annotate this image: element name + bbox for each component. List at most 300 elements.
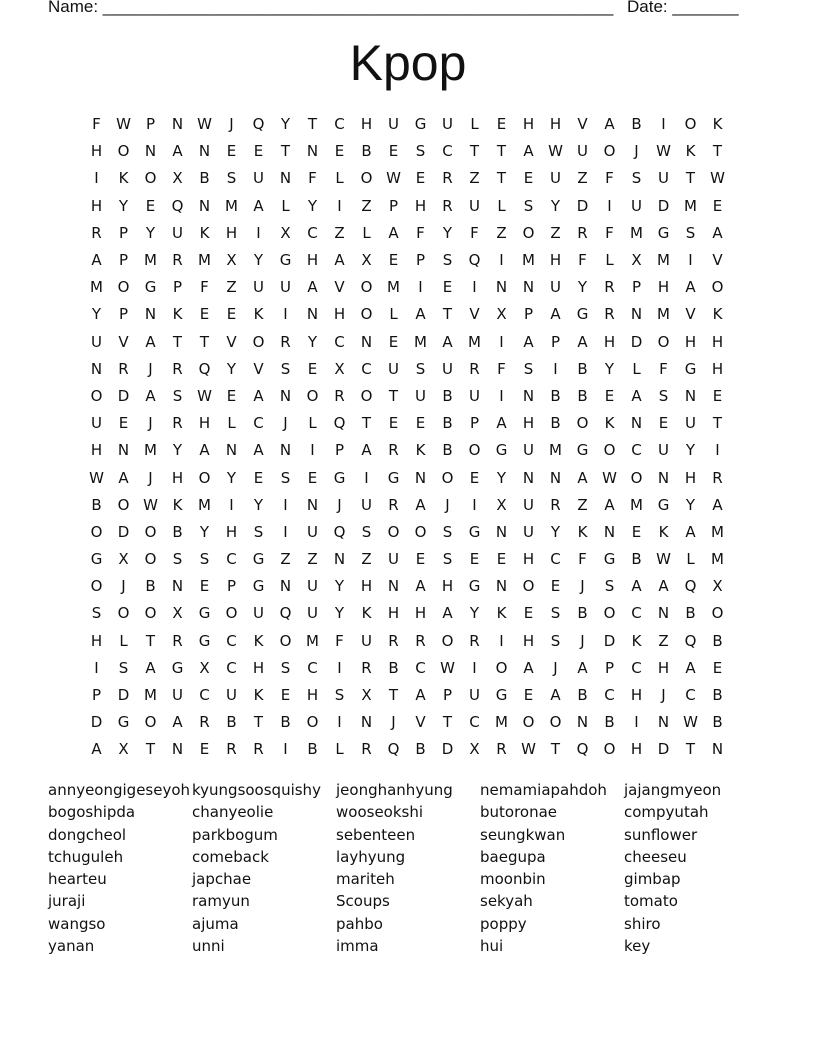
grid-letter: U: [172, 686, 183, 705]
grid-letter: J: [580, 577, 585, 596]
grid-row: [83, 682, 731, 709]
grid-letter: A: [577, 658, 588, 677]
grid-letter: Q: [279, 604, 292, 623]
grid-letter: A: [253, 441, 264, 460]
grid-letter: A: [172, 142, 183, 161]
grid-letter: S: [199, 550, 210, 569]
grid-letter: O: [414, 522, 427, 541]
grid-letter: B: [442, 386, 453, 405]
grid-letter: G: [90, 550, 103, 569]
grid-letter: A: [442, 604, 453, 623]
grid-letter: X: [226, 251, 237, 270]
grid-letter: A: [631, 577, 642, 596]
grid-letter: T: [496, 169, 507, 188]
grid-letter: S: [442, 550, 453, 569]
word-list-item: Scoups: [336, 892, 390, 911]
grid-letter: O: [117, 142, 130, 161]
grid-letter: U: [658, 441, 669, 460]
grid-letter: U: [388, 115, 399, 134]
grid-letter: Y: [577, 278, 588, 297]
grid-letter: T: [145, 631, 156, 650]
grid-letter: A: [334, 251, 345, 270]
grid-letter: F: [605, 223, 614, 242]
grid-letter: O: [711, 278, 724, 297]
grid-letter: Q: [576, 740, 589, 759]
grid-letter: K: [712, 115, 723, 134]
grid-row: [83, 165, 731, 192]
grid-letter: Y: [307, 332, 318, 351]
grid-letter: W: [386, 169, 401, 188]
grid-letter: I: [283, 305, 288, 324]
word-list-item: bogoshipda: [48, 803, 136, 822]
grid-letter: F: [578, 251, 587, 270]
grid-letter: J: [229, 115, 234, 134]
grid-letter: S: [442, 251, 453, 270]
grid-letter: I: [499, 631, 504, 650]
grid-letter: U: [631, 196, 642, 215]
grid-letter: U: [469, 686, 480, 705]
grid-letter: H: [387, 604, 400, 623]
grid-letter: T: [442, 305, 453, 324]
grid-letter: O: [306, 386, 319, 405]
grid-letter: A: [415, 305, 426, 324]
grid-letter: Z: [658, 631, 669, 650]
grid-letter: O: [117, 495, 130, 514]
grid-letter: W: [143, 495, 158, 514]
grid-letter: Z: [280, 550, 291, 569]
grid-letter: R: [496, 740, 507, 759]
grid-letter: T: [280, 142, 291, 161]
grid-letter: A: [685, 658, 696, 677]
grid-letter: T: [388, 686, 399, 705]
grid-letter: U: [253, 604, 264, 623]
grid-letter: E: [523, 604, 534, 623]
grid-letter: E: [253, 142, 264, 161]
grid-letter: R: [442, 169, 453, 188]
grid-letter: B: [712, 686, 723, 705]
grid-letter: R: [388, 441, 399, 460]
grid-letter: E: [145, 196, 156, 215]
word-list-column: [624, 779, 768, 957]
word-list-item: jeonghanhyung: [336, 781, 453, 799]
grid-letter: C: [415, 658, 426, 677]
grid-letter: P: [118, 305, 129, 324]
grid-letter: R: [253, 740, 264, 759]
grid-letter: U: [442, 115, 453, 134]
grid-letter: E: [226, 305, 237, 324]
grid-letter: N: [279, 441, 292, 460]
grid-letter: V: [226, 332, 237, 351]
grid-letter: H: [711, 332, 724, 351]
grid-letter: A: [631, 386, 642, 405]
word-list-item: pahbo: [336, 914, 383, 933]
grid-letter: J: [445, 495, 450, 514]
grid-letter: I: [256, 223, 261, 242]
grid-letter: L: [470, 115, 479, 134]
word-list-item: gimbap: [624, 870, 681, 889]
grid-letter: N: [306, 495, 319, 514]
grid-letter: J: [391, 713, 396, 732]
grid-letter: E: [496, 550, 507, 569]
word-list-item: jajangmyeon: [624, 781, 722, 799]
grid-letter: G: [117, 713, 130, 732]
grid-letter: T: [712, 414, 723, 433]
word-list-item: imma: [336, 937, 379, 956]
grid-letter: X: [334, 359, 345, 378]
grid-letter: B: [577, 359, 588, 378]
grid-letter: A: [496, 414, 507, 433]
grid-letter: A: [145, 658, 156, 677]
grid-letter: E: [199, 577, 210, 596]
grid-letter: T: [712, 142, 723, 161]
grid-letter: B: [631, 115, 642, 134]
grid-letter: H: [522, 631, 535, 650]
grid-letter: A: [523, 142, 534, 161]
grid-letter: B: [577, 604, 588, 623]
grid-letter: G: [387, 468, 400, 487]
grid-letter: O: [603, 142, 616, 161]
grid-letter: X: [496, 495, 507, 514]
grid-letter: Q: [171, 196, 184, 215]
grid-letter: N: [522, 278, 535, 297]
grid-letter: X: [361, 686, 372, 705]
grid-letter: L: [119, 631, 128, 650]
grid-letter: H: [414, 604, 427, 623]
grid-letter: U: [307, 604, 318, 623]
grid-letter: A: [604, 495, 615, 514]
grid-letter: X: [361, 251, 372, 270]
grid-letter: U: [91, 414, 102, 433]
grid-letter: N: [576, 713, 589, 732]
grid-letter: F: [470, 223, 479, 242]
grid-letter: Y: [199, 522, 210, 541]
grid-letter: L: [497, 196, 506, 215]
grid-letter: E: [523, 686, 534, 705]
grid-letter: N: [522, 468, 535, 487]
grid-letter: X: [469, 740, 480, 759]
grid-letter: G: [171, 658, 184, 677]
grid-letter: S: [550, 604, 561, 623]
word-list-item: sekyah: [480, 892, 533, 911]
grid-letter: T: [496, 142, 507, 161]
word-list-column: [192, 779, 336, 957]
word-list-item: sebenteen: [336, 825, 416, 844]
word-list-item: chanyeolie: [192, 803, 274, 822]
word-list-item: dongcheol: [48, 825, 127, 844]
grid-letter: M: [684, 196, 697, 215]
grid-letter: F: [335, 631, 344, 650]
grid-letter: B: [550, 386, 561, 405]
grid-letter: O: [144, 522, 157, 541]
grid-letter: H: [252, 658, 265, 677]
grid-letter: T: [685, 169, 696, 188]
grid-letter: F: [578, 550, 587, 569]
grid-letter: Y: [334, 577, 345, 596]
grid-letter: H: [306, 686, 319, 705]
grid-letter: A: [253, 386, 264, 405]
grid-letter: N: [387, 577, 400, 596]
grid-row: [83, 464, 731, 491]
grid-letter: U: [685, 414, 696, 433]
grid-letter: O: [549, 713, 562, 732]
grid-letter: A: [91, 251, 102, 270]
grid-letter: G: [576, 305, 589, 324]
grid-letter: Y: [550, 522, 561, 541]
header: [48, 0, 748, 19]
grid-letter: O: [576, 414, 589, 433]
grid-letter: Q: [333, 414, 346, 433]
word-list-item: japchae: [192, 870, 252, 889]
grid-letter: U: [253, 278, 264, 297]
grid-letter: E: [415, 414, 426, 433]
word-list-item: hearteu: [48, 870, 107, 889]
grid-letter: N: [171, 115, 184, 134]
grid-letter: E: [550, 577, 561, 596]
grid-letter: Y: [118, 196, 129, 215]
grid-letter: U: [523, 441, 534, 460]
grid-letter: X: [118, 740, 129, 759]
grid-letter: P: [523, 305, 534, 324]
grid-letter: O: [117, 278, 130, 297]
grid-letter: F: [497, 359, 506, 378]
grid-letter: X: [199, 658, 210, 677]
grid-letter: L: [308, 414, 317, 433]
grid-letter: A: [91, 740, 102, 759]
grid-letter: A: [658, 577, 669, 596]
grid-letter: A: [523, 332, 534, 351]
grid-letter: I: [499, 251, 504, 270]
grid-letter: S: [523, 359, 534, 378]
grid-letter: C: [469, 713, 480, 732]
grid-letter: H: [90, 441, 103, 460]
grid-row: [83, 736, 731, 763]
grid-letter: E: [226, 386, 237, 405]
grid-letter: Y: [145, 223, 156, 242]
grid-letter: E: [280, 686, 291, 705]
grid-letter: V: [415, 713, 426, 732]
grid-letter: U: [658, 169, 669, 188]
grid-letter: V: [577, 115, 588, 134]
grid-letter: D: [657, 740, 670, 759]
grid-letter: C: [685, 686, 696, 705]
grid-letter: N: [360, 713, 373, 732]
grid-letter: A: [145, 386, 156, 405]
grid-letter: R: [172, 631, 183, 650]
grid-letter: L: [281, 196, 290, 215]
grid-letter: M: [657, 305, 670, 324]
grid-letter: X: [712, 577, 723, 596]
word-list-item: unni: [192, 937, 225, 956]
grid-letter: F: [92, 115, 101, 134]
grid-letter: H: [225, 223, 238, 242]
grid-letter: O: [360, 278, 373, 297]
grid-letter: O: [684, 115, 697, 134]
grid-letter: Y: [172, 441, 183, 460]
grid-letter: X: [280, 223, 291, 242]
grid-row: [83, 492, 731, 519]
grid-letter: P: [226, 577, 237, 596]
grid-letter: S: [280, 468, 291, 487]
grid-letter: U: [226, 686, 237, 705]
grid-letter: T: [145, 740, 156, 759]
grid-letter: K: [253, 686, 264, 705]
grid-letter: I: [337, 658, 342, 677]
word-list-item: cheeseu: [624, 847, 687, 866]
grid-letter: N: [198, 196, 211, 215]
grid-letter: E: [712, 196, 723, 215]
grid-letter: E: [442, 278, 453, 297]
grid-letter: N: [711, 740, 724, 759]
grid-letter: E: [388, 414, 399, 433]
grid-letter: A: [442, 332, 453, 351]
grid-letter: S: [550, 631, 561, 650]
grid-letter: D: [90, 713, 103, 732]
grid-letter: P: [118, 223, 129, 242]
grid-letter: J: [148, 468, 153, 487]
grid-letter: R: [604, 278, 615, 297]
grid-letter: S: [118, 658, 129, 677]
grid-letter: N: [306, 305, 319, 324]
grid-letter: M: [549, 441, 562, 460]
grid-letter: O: [252, 332, 265, 351]
grid-letter: G: [468, 522, 481, 541]
grid-letter: G: [576, 441, 589, 460]
grid-letter: S: [226, 169, 237, 188]
grid-letter: A: [550, 686, 561, 705]
grid-letter: B: [685, 604, 696, 623]
grid-letter: E: [415, 169, 426, 188]
grid-letter: I: [499, 386, 504, 405]
grid-letter: I: [634, 713, 639, 732]
grid-letter: Q: [684, 577, 697, 596]
grid-letter: P: [118, 251, 129, 270]
grid-letter: B: [442, 441, 453, 460]
grid-letter: C: [631, 658, 642, 677]
grid-letter: K: [199, 223, 210, 242]
grid-letter: K: [631, 631, 642, 650]
grid-letter: B: [631, 550, 642, 569]
grid-letter: H: [684, 468, 697, 487]
grid-letter: J: [337, 495, 342, 514]
grid-letter: N: [225, 441, 238, 460]
grid-row: [83, 356, 731, 383]
grid-letter: C: [226, 658, 237, 677]
date-field-label: Date: _______: [627, 0, 739, 16]
word-list-item: moonbin: [480, 870, 546, 889]
grid-letter: G: [684, 359, 697, 378]
grid-letter: C: [550, 550, 561, 569]
grid-letter: O: [144, 604, 157, 623]
grid-letter: X: [172, 604, 183, 623]
grid-letter: S: [442, 522, 453, 541]
grid-letter: E: [118, 414, 129, 433]
grid-letter: L: [335, 740, 344, 759]
grid-letter: A: [523, 658, 534, 677]
word-list-item: annyeongigeseyoh: [48, 781, 191, 799]
grid-letter: H: [198, 414, 211, 433]
grid-letter: E: [469, 550, 480, 569]
grid-letter: B: [442, 414, 453, 433]
grid-letter: I: [283, 522, 288, 541]
grid-letter: X: [118, 550, 129, 569]
grid-letter: H: [522, 414, 535, 433]
grid-letter: E: [253, 468, 264, 487]
grid-letter: U: [469, 196, 480, 215]
grid-letter: C: [226, 631, 237, 650]
grid-letter: F: [308, 169, 317, 188]
grid-letter: P: [469, 414, 480, 433]
grid-letter: O: [711, 604, 724, 623]
grid-letter: C: [604, 686, 615, 705]
grid-letter: Y: [280, 115, 291, 134]
grid-letter: Y: [685, 495, 696, 514]
grid-row: [83, 628, 731, 655]
grid-letter: O: [90, 386, 103, 405]
grid-letter: K: [361, 604, 372, 623]
grid-letter: U: [388, 359, 399, 378]
grid-letter: P: [631, 278, 642, 297]
grid-letter: G: [279, 251, 292, 270]
grid-letter: R: [469, 359, 480, 378]
grid-letter: B: [199, 169, 210, 188]
grid-letter: T: [388, 386, 399, 405]
grid-letter: O: [90, 522, 103, 541]
grid-letter: H: [360, 115, 373, 134]
grid-letter: K: [118, 169, 129, 188]
grid-letter: B: [226, 713, 237, 732]
grid-letter: M: [630, 223, 643, 242]
grid-row: [83, 546, 731, 573]
grid-letter: S: [253, 522, 264, 541]
grid-letter: B: [577, 386, 588, 405]
grid-letter: V: [118, 332, 129, 351]
grid-letter: E: [334, 142, 345, 161]
grid-letter: W: [656, 550, 671, 569]
grid-letter: E: [199, 305, 210, 324]
grid-letter: S: [523, 196, 534, 215]
grid-letter: P: [415, 251, 426, 270]
word-list-item: comeback: [192, 847, 269, 866]
grid-letter: S: [361, 522, 372, 541]
grid-letter: E: [388, 332, 399, 351]
grid-letter: A: [685, 278, 696, 297]
grid-row: [83, 519, 731, 546]
grid-row: [83, 274, 731, 301]
word-list-column: [480, 779, 624, 957]
grid-letter: H: [360, 577, 373, 596]
grid-letter: E: [307, 468, 318, 487]
grid-letter: Q: [252, 115, 265, 134]
word-list-item: hui: [480, 937, 504, 956]
grid-row: [83, 247, 731, 274]
grid-letter: A: [199, 441, 210, 460]
word-list-item: juraji: [48, 892, 86, 911]
word-list-column: [48, 779, 192, 957]
grid-letter: O: [630, 468, 643, 487]
grid-letter: E: [604, 386, 615, 405]
grid-letter: B: [712, 631, 723, 650]
grid-letter: Y: [253, 495, 264, 514]
grid-letter: M: [198, 251, 211, 270]
grid-letter: H: [90, 142, 103, 161]
grid-letter: H: [657, 658, 670, 677]
grid-letter: K: [496, 604, 507, 623]
grid-letter: O: [360, 386, 373, 405]
grid-letter: U: [550, 169, 561, 188]
grid-letter: G: [198, 631, 211, 650]
grid-letter: A: [361, 441, 372, 460]
grid-letter: R: [226, 740, 237, 759]
